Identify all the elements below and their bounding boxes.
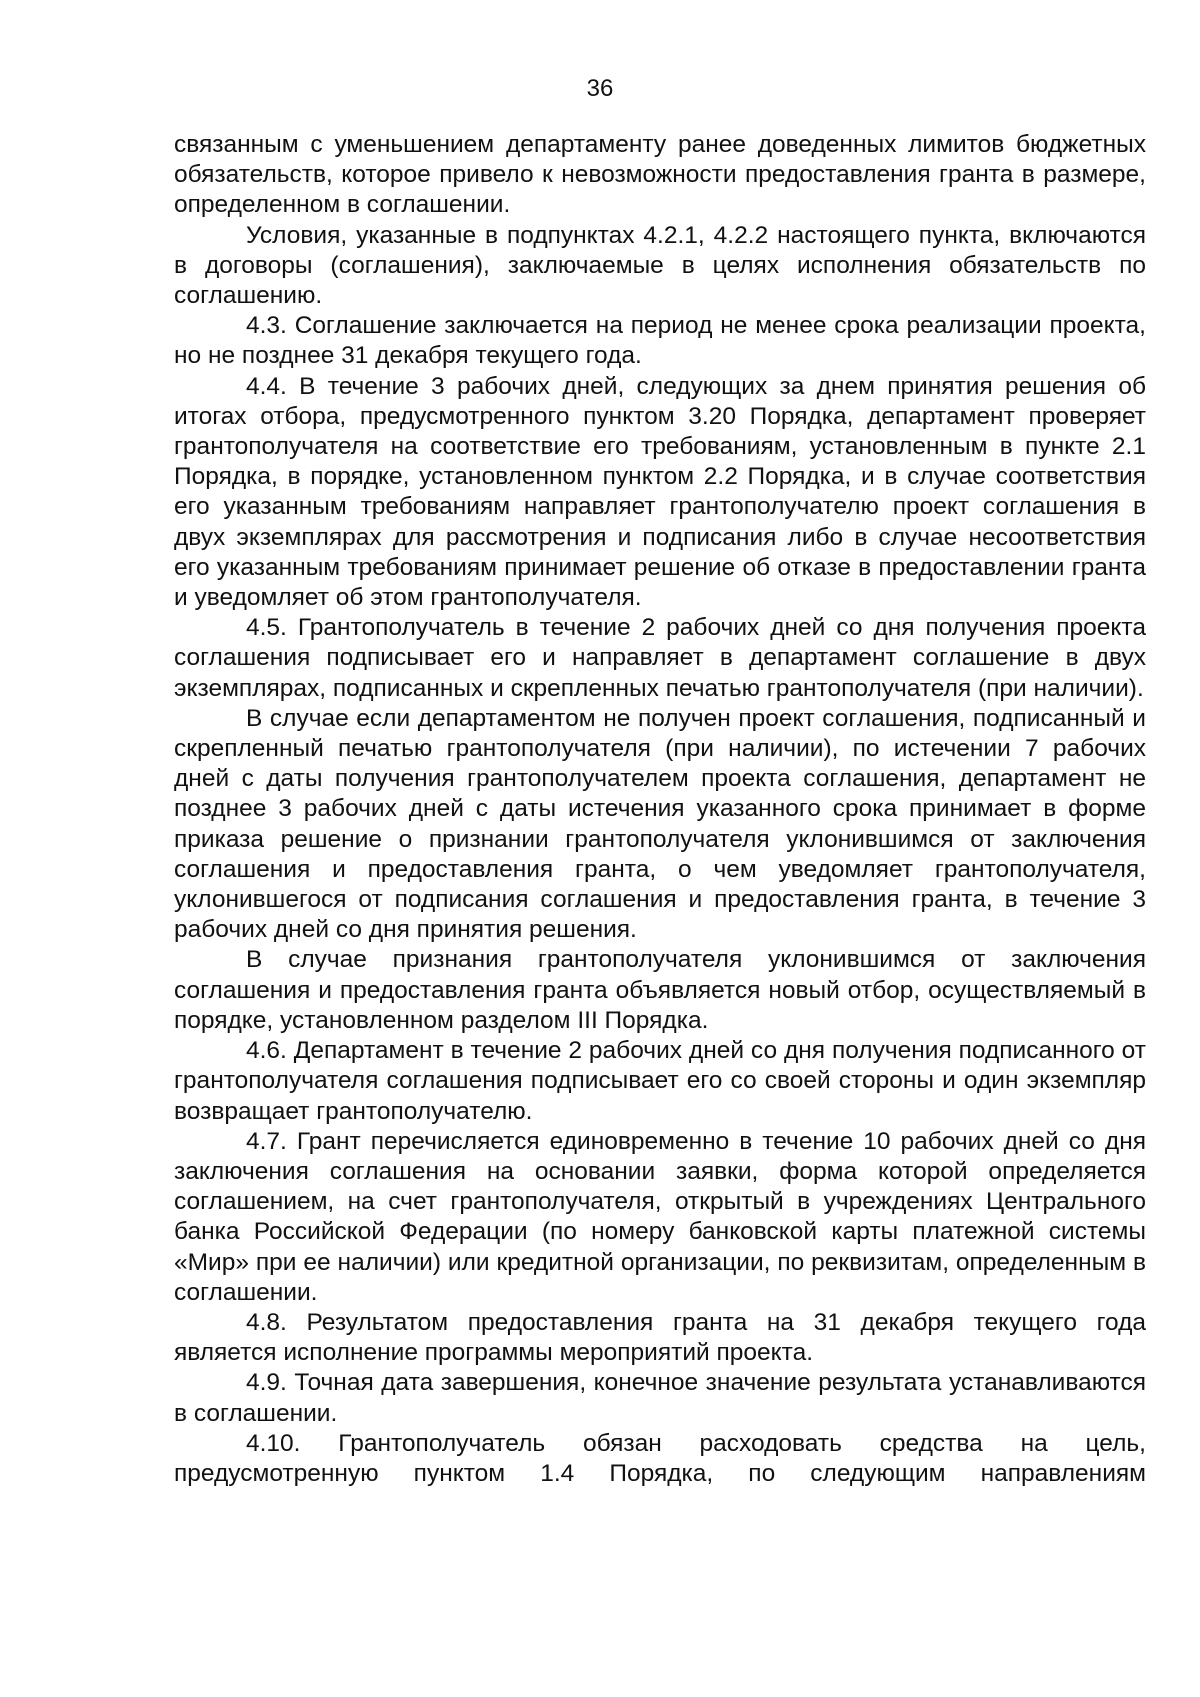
paragraph-4-7: 4.7. Грант перечисляется единовременно в течение 10 рабочих дней со дня заключения соглашения на основании заявки, форма которой определяется соглашением, на счет грантополучателя, открытый в учреждениях Центрального банка Российской Федерации (по номеру банковской карты платежной системы «Мир» при ее наличии) или кредитной организации, по реквизитам, определенным в соглашении. (174, 1127, 1146, 1306)
paragraph-4-5: 4.5. Грантополучатель в течение 2 рабочих дней со дня получения проекта соглашения подписывает его и направляет в департамент соглашение в двух экземплярах, подписанных и скрепленных печатью грантополучателя (при наличии). (174, 614, 1146, 702)
paragraph-4-4: 4.4. В течение 3 рабочих дней, следующих за днем принятия решения об итогах отбора, предусмотренного пунктом 3.20 Порядка, департамент проверяет грантополучателя на соответствие его требованиям, установленным в пункте 2.1 Порядка, в порядке, установленном пунктом 2.2 Порядка, и в случае соответствия его указанным требованиям направляет грантополучателю проект соглашения в двух экземплярах для рассмотрения и подписания либо в случае несоответствия его указанным требованиям принимает решение об отказе в предоставлении гранта и уведомляет об этом грантополучателя. (174, 372, 1146, 612)
paragraph-4-6: 4.6. Департамент в течение 2 рабочих дней со дня получения подписанного от грантополучателя соглашения подписывает его со своей стороны и один экземпляр возвращает грантополучателю. (174, 1037, 1146, 1125)
paragraph-4-3: 4.3. Соглашение заключается на период не менее срока реализации проекта, но не позднее 31 декабря текущего года. (174, 312, 1146, 370)
paragraph-continuation: связанным с уменьшением департаменту ранее доведенных лимитов бюджетных обязательств, которое привело к невозможности предоставления гранта в размере, определенном в соглашении. (174, 131, 1146, 219)
paragraph-4-8: 4.8. Результатом предоставления гранта на 31 декабря текущего года является исполнение программы мероприятий проекта. (174, 1308, 1146, 1367)
paragraph-4-10: 4.10. Грантополучатель обязан расходовать средства на цель, предусмотренную пунктом 1.4 Порядка, по следующим направлениям (174, 1429, 1146, 1487)
paragraph-conditions: Условия, указанные в подпунктах 4.2.1, 4.2.2 настоящего пункта, включаются в договоры (соглашения), заключаемые в целях исполнения обязательств по соглашению. (174, 221, 1146, 310)
paragraph-4-9: 4.9. Точная дата завершения, конечное значение результата устанавливаются в соглашении. (174, 1369, 1146, 1427)
paragraph-evasion: В случае если департаментом не получен проект соглашения, подписанный и скрепленный печатью грантополучателя (при наличии), по истечении 7 рабочих дней с даты получения грантополучателем проекта соглашения, департамент не позднее 3 рабочих дней с даты истечения указанного срока принимает в форме приказа решение о признании грантополучателя уклонившимся от заключения соглашения и предоставления гранта, о чем уведомляет грантополучателя, уклонившегося от подписания соглашения и предоставления гранта, в течение 3 рабочих дней со дня принятия решения. (174, 704, 1146, 944)
page-number: 36 (586, 75, 614, 102)
document-body (174, 130, 1146, 1489)
paragraph-new-selection: В случае признания грантополучателя уклонившимся от заключения соглашения и предоставления гранта объявляется новый отбор, осуществляемый в порядке, установленном разделом III Порядка. (174, 946, 1146, 1034)
